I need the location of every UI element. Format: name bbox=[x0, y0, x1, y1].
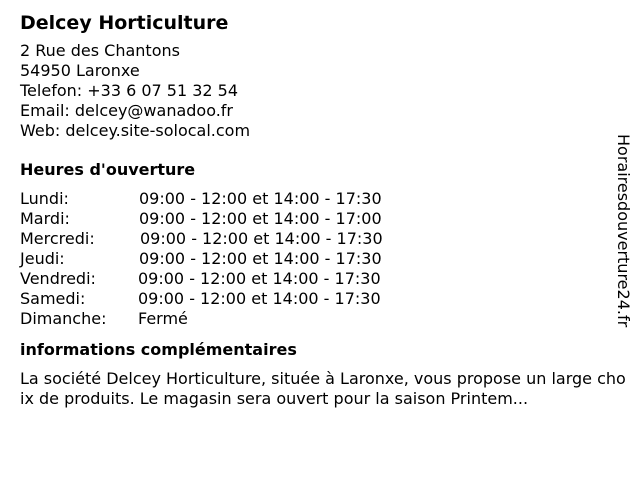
hours-row-mardi bbox=[20, 209, 620, 229]
hours-row-vendredi bbox=[20, 269, 620, 289]
business-name: Delcey Horticulture bbox=[20, 12, 229, 34]
hours-row-lundi bbox=[20, 189, 620, 209]
address-city: 54950 Laronxe bbox=[20, 61, 140, 80]
hours-time: 09:00 - 12:00 et 14:00 - 17:30 bbox=[138, 289, 381, 308]
hours-time: Fermé bbox=[138, 309, 188, 328]
hours-day: Mardi: bbox=[20, 209, 70, 228]
site-watermark: Horairesdouverture24.fr bbox=[614, 134, 633, 328]
hours-row-mercredi bbox=[20, 229, 620, 249]
info-title: informations complémentaires bbox=[20, 340, 297, 359]
info-description: La société Delcey Horticulture, située à Laronxe, vous propose un large choix de produits. Le magasin sera ouvert pour la saison Printem... bbox=[20, 369, 626, 408]
hours-day: Lundi: bbox=[20, 189, 69, 208]
hours-table bbox=[20, 189, 620, 329]
hours-time: 09:00 - 12:00 et 14:00 - 17:30 bbox=[139, 249, 382, 268]
hours-title: Heures d'ouverture bbox=[20, 160, 196, 179]
hours-day: Samedi: bbox=[20, 289, 86, 308]
hours-row-dimanche bbox=[20, 309, 620, 329]
hours-time: 09:00 - 12:00 et 14:00 - 17:30 bbox=[140, 229, 383, 248]
hours-row-samedi bbox=[20, 289, 620, 309]
hours-time: 09:00 - 12:00 et 14:00 - 17:30 bbox=[139, 189, 382, 208]
phone-line: Telefon: +33 6 07 51 32 54 bbox=[20, 81, 239, 100]
hours-row-jeudi bbox=[20, 249, 620, 269]
email-line: Email: delcey@wanadoo.fr bbox=[20, 101, 234, 120]
address-street: 2 Rue des Chantons bbox=[20, 41, 180, 60]
hours-time: 09:00 - 12:00 et 14:00 - 17:00 bbox=[139, 209, 382, 228]
hours-day: Dimanche: bbox=[20, 309, 107, 328]
hours-day: Jeudi: bbox=[20, 249, 65, 268]
hours-day: Mercredi: bbox=[20, 229, 95, 248]
hours-day: Vendredi: bbox=[20, 269, 96, 288]
hours-time: 09:00 - 12:00 et 14:00 - 17:30 bbox=[138, 269, 381, 288]
web-line: Web: delcey.site-solocal.com bbox=[20, 121, 251, 140]
